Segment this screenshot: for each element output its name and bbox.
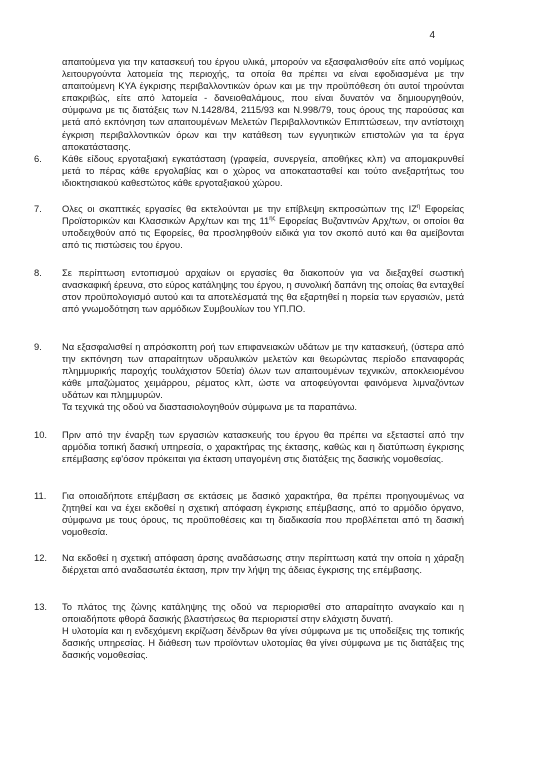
item-7-sup-b: ης — [269, 215, 276, 222]
item-9-main: Να εξασφαλισθεί η απρόσκοπτη ροή των επιφανειακών υδάτων με την κατασκευή, (ύστερα από την εκπόνηση των απαραίτητων υδραυλικών μελετών και θεωρώντας περίοδο επαναφοράς πλημμυρικής παροχής τουλάχιστον 50ετία) όλων των απαιτουμένων τεχνικών, αποκλειομένου κάθε μπαζώματος χειμάρρου, ρέματος κλπ, ώστε να αποφεύγονται φαινόμενα λιμναζόντων υδάτων και πλημμυρών. — [62, 341, 464, 401]
item-text-12: Να εκδοθεί η σχετική απόφαση άρσης αναδάσωσης στην περίπτωση κατά την οποία η χάραξη διέρχεται από αναδασωτέα έκταση, πριν την λήψη της άδειας έγκρισης της επέμβασης. — [62, 552, 464, 576]
item-number-9: 9. — [34, 341, 42, 352]
item-text-6: Κάθε είδους εργοταξιακή εγκατάσταση (γραφεία, συνεργεία, αποθήκες κλπ) να απομακρυνθεί μετά το πέρας κάθε εργολαβίας και ο χώρος να αποκατασταθεί και τούτο ανεξαρτήτως του ιδιοκτησιακού καθεστώτος κάθε εργοταξιακού χώρου. — [62, 153, 464, 189]
item-text-13 — [62, 601, 464, 661]
item-13-main: Το πλάτος της ζώνης κατάληψης της οδού να περιορισθεί στο απαραίτητο αναγκαίο και η οποιαδήποτε φθορά δασικής βλαστήσεως θα περιοριστεί στην ελάχιστη δυνατή. — [62, 601, 464, 625]
page-number: 4 — [429, 30, 435, 41]
intro-paragraph: απαιτούμενα για την κατασκευή του έργου υλικά, μπορούν να εξασφαλισθούν είτε από νομίμως λειτουργούντα λατομεία της περιοχής, τα οποία θα πρέπει να είναι εφοδιασμένα με την απαιτούμενη ΚΥΑ έγκρισης περιβαλλοντικών όρων και με την προϋπόθεση ότι αυτοί τηρούνται επακριβώς, είτε από λατομεία - δανειοθαλάμους, που είναι δυνατόν να δημιουργηθούν, σύμφωνα με τις διατάξεις των Ν.1428/84, 2115/93 και Ν.998/79, τους όρους της παρούσας και μετά από εκπόνηση των απαιτουμένων Μελετών Περιβαλλοντικών Επιπτώσεων, την αντίστοιχη έγκριση περιβαλλοντικών όρων και την κατάθεση των εγγυητικών επιστολών για τα έργα αποκατάστασης. — [62, 56, 464, 152]
item-text-7 — [62, 203, 464, 251]
item-number-13: 13. — [34, 601, 48, 612]
item-7-part-c: Εφορείας Βυζαντινών Αρχ/των, οι οποίοι θα υποδειχθούν από τις Εφορείες, θα προσληφθούν ειδικά για τον σκοπό αυτό και θα αμείβονται από τις πιστώσεις του έργου. — [62, 215, 464, 251]
item-number-6: 6. — [34, 153, 42, 164]
item-number-8: 8. — [34, 267, 42, 278]
item-13-note: Η υλοτομία και η ενδεχόμενη εκρίζωση δένδρων θα γίνει σύμφωνα με τις υποδείξεις της τοπικής δασικής υπηρεσίας. Η διάθεση των προϊόντων υλοτομίας θα γίνει σύμφωνα με τις διατάξεις της δασικής νομοθεσίας. — [62, 625, 464, 661]
item-text-8: Σε περίπτωση εντοπισμού αρχαίων οι εργασίες θα διακοπούν για να διεξαχθεί σωστική ανασκαφική έρευνα, στο εύρος κατάληψης του έργου, η συνολική δαπάνη της οποίας θα ενταχθεί στον προϋπολογισμό αυτού και τα αποτελέσματά της θα εξαρτηθεί η πορεία των εργασιών, μετά από γνωμοδότηση των αρμόδιων Συμβουλίων του ΥΠ.ΠΟ. — [62, 267, 464, 315]
item-9-note: Τα τεχνικά της οδού να διαστασιολογηθούν σύμφωνα με τα παραπάνω. — [62, 401, 358, 413]
item-7-part-b: Εφορείας Προϊστορικών και Κλασσικών Αρχ/των και της 11 — [62, 203, 465, 227]
item-number-7: 7. — [34, 203, 42, 214]
item-7-sup-a: η — [417, 203, 421, 210]
item-text-9 — [62, 341, 464, 414]
item-text-10: Πριν από την έναρξη των εργασιών κατασκευής του έργου θα πρέπει να εξεταστεί από την αρμόδια τοπική δασική υπηρεσία, ο χαρακτήρας της έκτασης, καθώς και η διατύπωση έγκρισης επέμβασης εφ'όσον πρόκειται για έκταση υπαγομένη στις διατάξεις της δασικής νομοθεσίας. — [62, 429, 464, 465]
item-text-11: Για οποιαδήποτε επέμβαση σε εκτάσεις με δασικό χαρακτήρα, θα πρέπει προηγουμένως να ζητηθεί και να έχει εκδοθεί η σχετική απόφαση έγκρισης επέμβασης, από το αρμόδιο όργανο, σύμφωνα με τους όρους, τις προϋποθέσεις και τη διαδικασία που προβλέπεται από τη δασική νομοθεσία. — [62, 490, 464, 538]
item-number-11: 11. — [34, 490, 47, 501]
item-number-10: 10. — [34, 429, 48, 440]
item-7-part-a: Ολες οι σκαπτικές εργασίες θα εκτελούνται με την επίβλεψη εκπροσώπων της ΙΖ — [62, 203, 417, 214]
item-number-12: 12. — [34, 552, 48, 563]
